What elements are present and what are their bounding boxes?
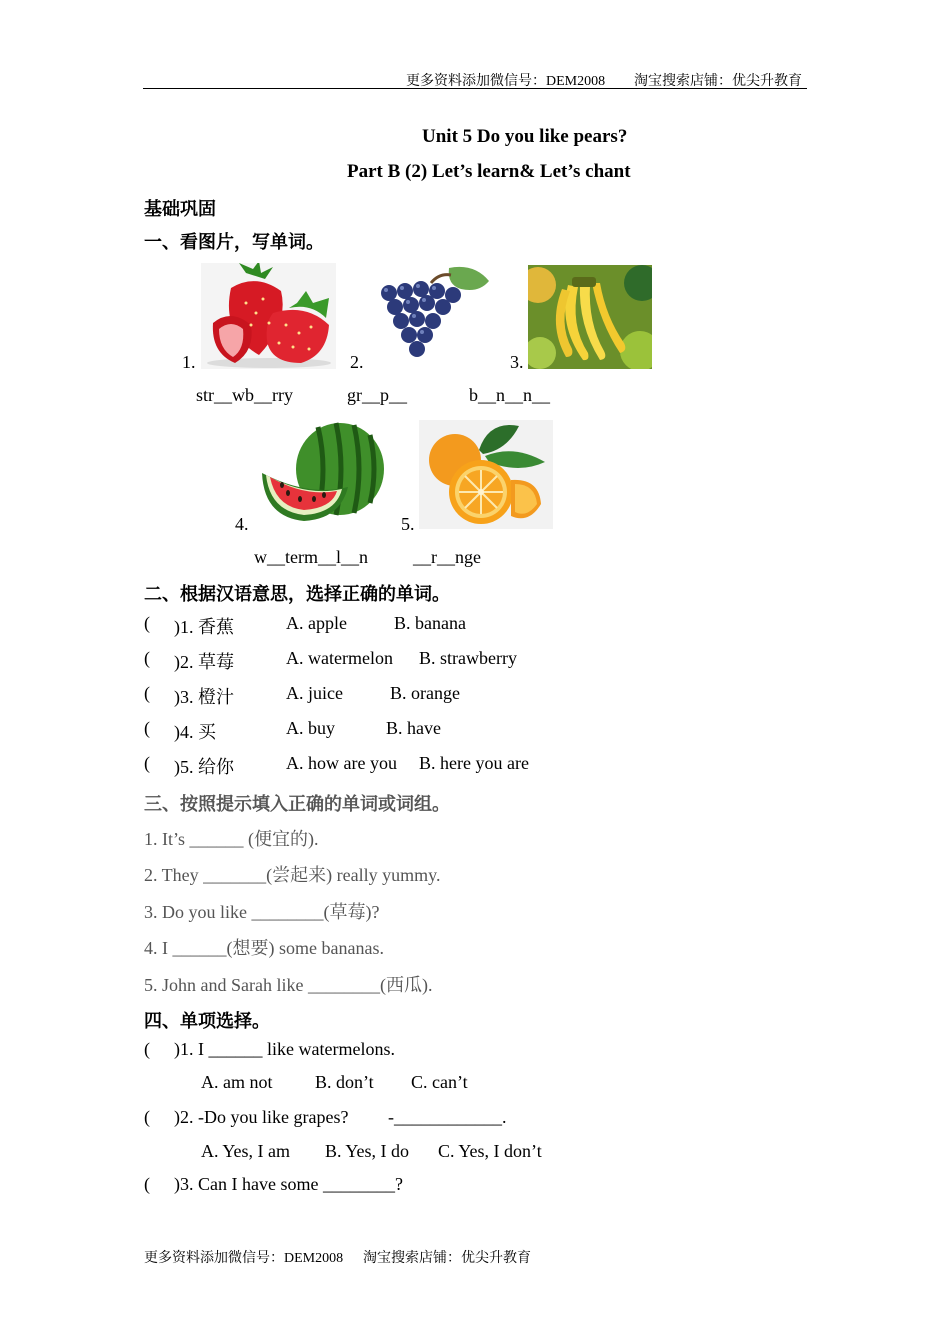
q4-item-3-bracket: ( (144, 1174, 150, 1194)
q4-item-2-option-c: C. Yes, I don’t (438, 1141, 542, 1161)
q3-item-4: 4. I ______(想要) some bananas. (144, 938, 384, 958)
strawberry-image (201, 263, 336, 369)
q4-item-1-option-c: C. can’t (411, 1072, 468, 1092)
q1-item-4-number: 4. (235, 514, 249, 534)
q4-item-1-option-a: A. am not (201, 1072, 273, 1092)
header-wechat: 更多资料添加微信号：DEM2008 (406, 74, 606, 89)
q2-item-5-option-b: B. here you are (419, 753, 529, 773)
q1-item-5-number: 5. (401, 514, 415, 534)
q2-item-2-option-a: A. watermelon (286, 648, 393, 668)
q2-item-5-option-a: A. how are you (286, 753, 397, 773)
section-basic-heading: 基础巩固 (144, 199, 216, 219)
q2-item-2-option-b: B. strawberry (419, 648, 517, 668)
q1-item-1-hint: str__wb__rry (196, 385, 293, 405)
q4-item-1-stem: )1. I ______ like watermelons. (174, 1039, 395, 1059)
q3-item-3: 3. Do you like ________(草莓)? (144, 902, 380, 922)
part-title: Part B (2) Let’s learn& Let’s chant (347, 161, 631, 182)
q4-item-2-option-a: A. Yes, I am (201, 1141, 291, 1161)
q1-item-3-number: 3. (510, 352, 524, 372)
q1-item-2-hint: gr__p__ (347, 385, 407, 405)
q3-item-5: 5. John and Sarah like ________(西瓜). (144, 975, 433, 995)
q3-item-1: 1. It’s ______ (便宜的). (144, 829, 319, 849)
unit-title: Unit 5 Do you like pears? (422, 126, 628, 147)
orange-image (419, 420, 553, 529)
q2-item-3-stem: )3. 橙汁 (174, 687, 234, 707)
q4-item-2-stem: )2. -Do you like grapes? (174, 1107, 349, 1127)
q4-item-2-bracket: ( (144, 1107, 150, 1127)
footer-shop: 淘宝搜索店铺：优尖升教育 (363, 1251, 531, 1266)
watermelon-image (258, 421, 386, 529)
q4-item-2-option-b: B. Yes, I do (325, 1141, 410, 1161)
q2-item-5-stem: )5. 给你 (174, 757, 234, 777)
q2-item-5-bracket: ( (144, 753, 150, 773)
q4-item-1-bracket: ( (144, 1039, 150, 1059)
header-shop: 淘宝搜索店铺：优尖升教育 (634, 74, 802, 89)
q1-item-1-number: 1. (182, 352, 196, 372)
q2-item-1-option-a: A. apple (286, 613, 347, 633)
q2-item-3-bracket: ( (144, 683, 150, 703)
q1-item-3-hint: b__n__n__ (469, 385, 550, 405)
q1-item-2-number: 2. (350, 352, 364, 372)
q2-item-4-bracket: ( (144, 718, 150, 738)
q2-item-3-option-b: B. orange (390, 683, 460, 703)
q1-item-4-hint: w__term__l__n (254, 547, 368, 567)
q2-item-4-option-a: A. buy (286, 718, 335, 738)
footer-wechat: 更多资料添加微信号：DEM2008 (144, 1251, 344, 1266)
q2-item-4-stem: )4. 买 (174, 722, 216, 742)
grapes-image (369, 263, 494, 369)
q2-heading: 二、根据汉语意思，选择正确的单词。 (144, 584, 450, 604)
q4-item-3-stem: )3. Can I have some ________? (174, 1174, 403, 1194)
q3-heading: 三、按照提示填入正确的单词或词组。 (144, 794, 450, 814)
q2-item-1-option-b: B. banana (394, 613, 466, 633)
banana-image (528, 265, 652, 369)
q3-item-2: 2. They _______(尝起来) really yummy. (144, 865, 441, 885)
q4-item-1-option-b: B. don’t (315, 1072, 374, 1092)
q2-item-3-option-a: A. juice (286, 683, 343, 703)
q4-item-2-answer-blank: -____________. (388, 1107, 507, 1127)
q2-item-1-bracket: ( (144, 613, 150, 633)
q1-item-5-hint: __r__nge (413, 547, 481, 567)
q2-item-2-stem: )2. 草莓 (174, 652, 234, 672)
q2-item-2-bracket: ( (144, 648, 150, 668)
q4-heading: 四、单项选择。 (144, 1011, 270, 1031)
q2-item-4-option-b: B. have (386, 718, 441, 738)
q1-heading: 一、看图片，写单词。 (144, 232, 324, 252)
header-rule (143, 88, 807, 89)
q2-item-1-stem: )1. 香蕉 (174, 617, 234, 637)
